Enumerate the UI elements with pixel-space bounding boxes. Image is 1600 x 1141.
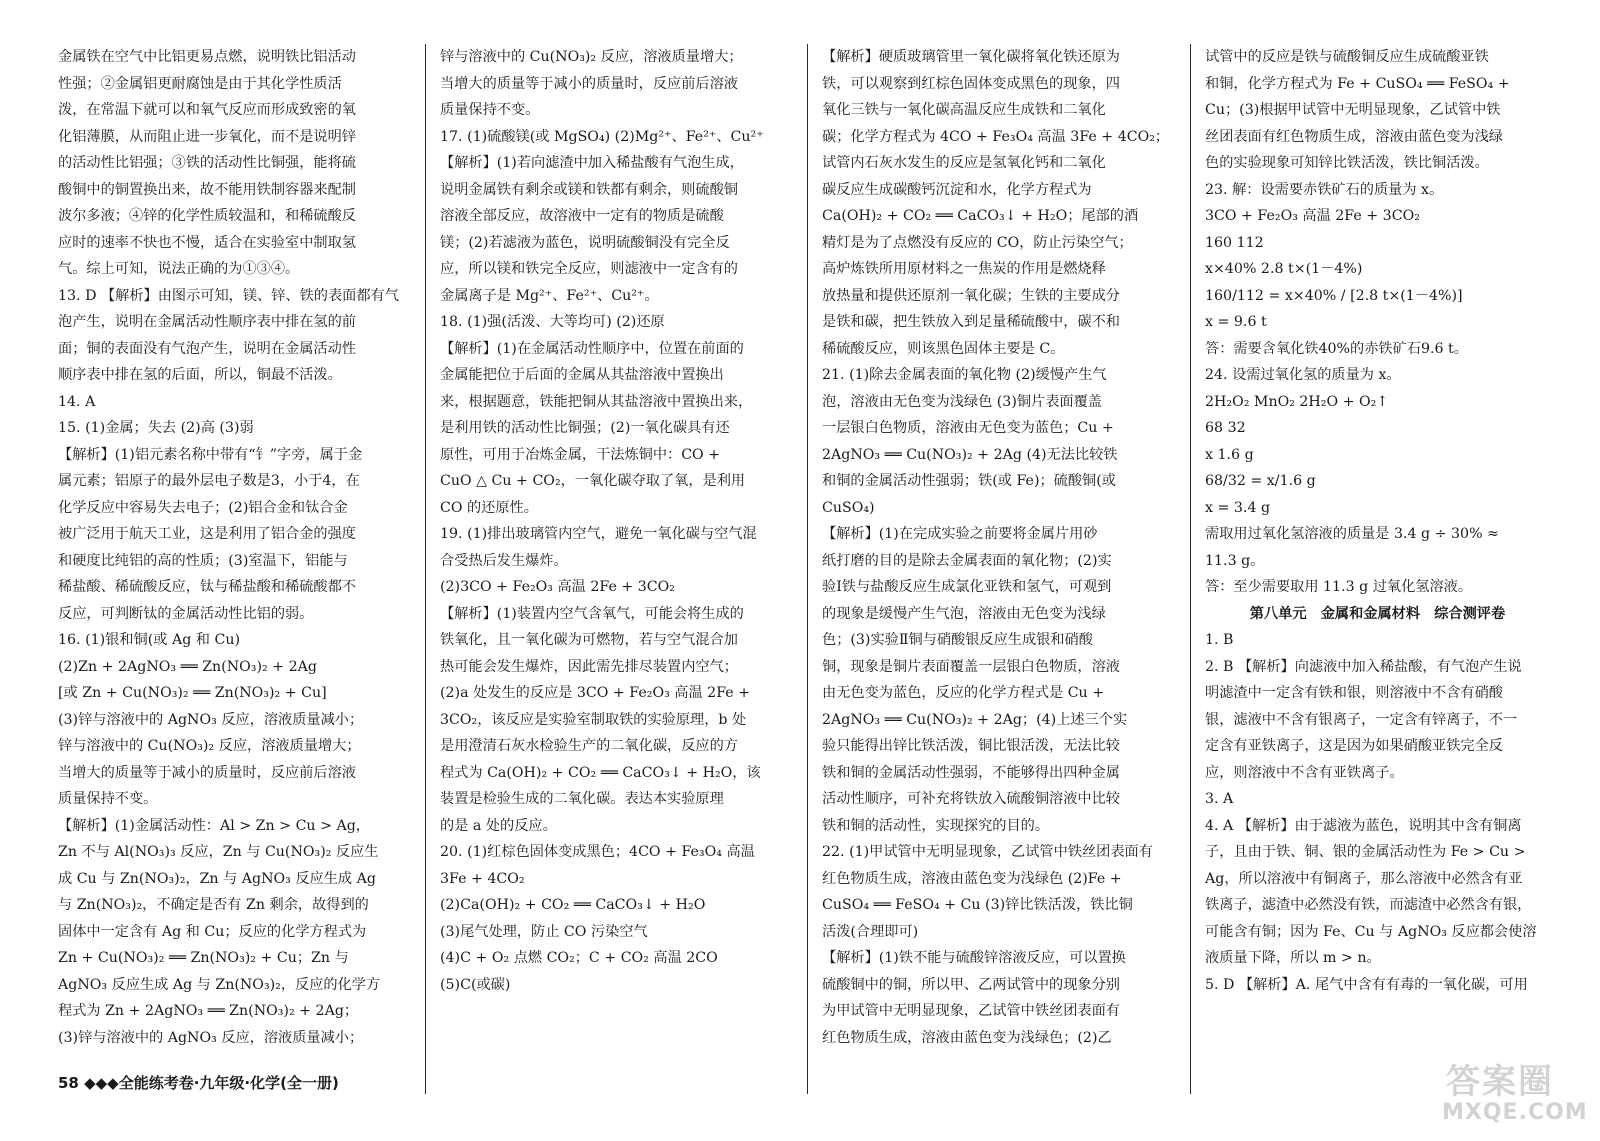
text-line: 溶液全部反应，故溶液中一定有的物质是硫酸 [440, 208, 724, 224]
text-line: 色；(3)实验Ⅱ铜与硝酸银反应生成银和硝酸 [822, 632, 1093, 648]
text-column-1 [58, 44, 410, 1084]
text-line: 68/32 = x/1.6 g [1205, 473, 1316, 489]
text-line: 面；铜的表面没有气泡产生，说明在金属活动性 [58, 340, 356, 357]
text-line: 质量保持不变。 [58, 791, 158, 807]
text-line: 铁和铜的金属活动性强弱，不能够得出四种金属 [822, 764, 1120, 781]
text-line: 镁；(2)若滤液为蓝色，说明硫酸铜没有完全反 [440, 234, 730, 251]
text-line: 稀硫酸反应，则该黑色固体主要是 C。 [822, 340, 1065, 357]
text-line: 质量保持不变。 [440, 102, 540, 118]
text-line: 和硬度比纯铝的高的性质；(3)室温下，铝能与 [58, 552, 348, 569]
text-line: 的是 a 处的反应。 [440, 817, 557, 834]
text-line: (3)锌与溶液中的 AgNO₃ 反应，溶液质量减小； [58, 711, 364, 728]
text-line: 答：需要含氧化铁40%的赤铁矿石9.6 t。 [1205, 340, 1468, 357]
text-line: 试管内石灰水发生的反应是氢氧化钙和二氧化 [822, 155, 1106, 171]
text-line: 程式为 Zn + 2AgNO₃ ══ Zn(NO₃)₂ + 2Ag； [58, 1003, 359, 1019]
text-line: 活泼(合理即可) [822, 923, 919, 940]
text-line: 17. (1)硫酸镁(或 MgSO₄) (2)Mg²⁺、Fe²⁺、Cu²⁺ [440, 128, 764, 145]
text-line: 成 Cu 与 Zn(NO₃)₂，Zn 与 AgNO₃ 反应生成 Ag [58, 870, 376, 887]
text-line: 160/112 = x×40% / [2.8 t×(1－4%)] [1205, 287, 1463, 304]
text-line: 4. A 【解析】由于滤液为蓝色，说明其中含有铜离 [1205, 817, 1522, 834]
text-line: 13. D 【解析】由图示可知，镁、锌、铁的表面都有气 [58, 287, 399, 304]
text-line: 红色物质生成，溶液由蓝色变为浅绿色；(2)乙 [822, 1029, 1112, 1046]
text-line: 稀盐酸、稀硫酸反应，钛与稀盐酸和稀硫酸都不 [58, 579, 356, 595]
text-line: 【解析】(1)铝元素名称中带有“钅”字旁，属于金 [58, 446, 363, 463]
text-line: 说明金属铁有剩余或镁和铁都有剩余，则硫酸铜 [440, 181, 738, 198]
text-line: 验Ⅰ铁与盐酸反应生成氯化亚铁和氢气，可观到 [822, 579, 1112, 595]
text-line: 性强；②金属铝更耐腐蚀是由于其化学性质活 [58, 75, 342, 92]
text-line: 一层银白色物质，溶液由无色变为蓝色；Cu + [822, 420, 1114, 436]
column-divider [807, 44, 808, 1094]
text-line: 子，且由于铁、铜、银的金属活动性为 Fe > Cu > [1205, 844, 1526, 860]
text-line: 可能含有铜；因为 Fe、Cu 与 AgNO₃ 反应都会使溶 [1205, 923, 1537, 940]
text-line: 验只能得出锌比铁活泼，铜比银活泼，无法比较 [822, 738, 1120, 754]
text-line: 应，所以镁和铁完全反应，则滤液中一定含有的 [440, 261, 738, 277]
watermark-logo: 答案圈 [1446, 1062, 1554, 1102]
text-column-4 [1205, 44, 1550, 1084]
text-line: 【解析】(1)若向滤渣中加入稀盐酸有气泡生成， [440, 155, 744, 171]
text-line: 2AgNO₃ ══ Cu(NO₃)₂ + 2Ag；(4)上述三个实 [822, 711, 1128, 728]
text-line: (4)C + O₂ 点燃 CO₂；C + CO₂ 高温 2CO [440, 950, 718, 966]
text-line: 23. 解：设需要赤铁矿石的质量为 x。 [1205, 181, 1444, 198]
text-line: 答：至少需要取用 11.3 g 过氧化氢溶液。 [1205, 579, 1473, 595]
text-line: 泡，溶液由无色变为浅绿色 (3)铜片表面覆盖 [822, 393, 1102, 410]
text-line: 3. A [1205, 791, 1234, 807]
text-line: 金属离子是 Mg²⁺、Fe²⁺、Cu²⁺。 [440, 287, 659, 304]
text-line: 合受热后发生爆炸。 [440, 552, 568, 569]
text-line: 气。综上可知，说法正确的为①③④。 [58, 261, 300, 277]
text-line: 氧化三铁与一氧化碳高温反应生成铁和二氧化 [822, 102, 1106, 118]
text-line: 第八单元 金属和金属材料 综合测评卷 [1249, 605, 1506, 622]
text-line: 的现象是缓慢产生气泡，溶液由无色变为浅绿 [822, 605, 1106, 622]
text-line: 应，则溶液中不含有亚铁离子。 [1205, 764, 1404, 781]
text-line: 的活动性比铝强；③铁的活动性比铜强，能将硫 [58, 155, 356, 171]
text-line: 液质量下降，所以 m > n。 [1205, 950, 1381, 966]
text-line: 酸铜中的铜置换出来，故不能用铁制容器来配制 [58, 181, 356, 198]
text-line: AgNO₃ 反应生成 Ag 与 Zn(NO₃)₂，反应的化学方 [58, 976, 381, 993]
text-line: 化铝薄膜，从而阻止进一步氧化，而不是说明锌 [58, 128, 356, 145]
text-line: 碳；化学方程式为 4CO + Fe₃O₄ 高温 3Fe + 4CO₂； [822, 128, 1170, 145]
text-line: 锌与溶液中的 Cu(NO₃)₂ 反应，溶液质量增大； [58, 738, 361, 754]
text-line: 活动性顺序，可补充将铁放入硫酸铜溶液中比较 [822, 791, 1120, 807]
text-line: 是铁和碳，把生铁放入到足量稀硫酸中，碳不和 [822, 314, 1120, 330]
text-line: (3)锌与溶液中的 AgNO₃ 反应，溶液质量减小； [58, 1029, 364, 1046]
text-line: x 1.6 g [1205, 446, 1254, 463]
text-line: 和铜，化学方程式为 Fe + CuSO₄ ══ FeSO₄ + [1205, 75, 1510, 92]
text-line: 放热量和提供还原剂一氧化碳；生铁的主要成分 [822, 287, 1120, 304]
text-line: 试管中的反应是铁与硫酸铜反应生成硫酸亚铁 [1205, 49, 1489, 65]
text-line: 3CO₂，该反应是实验室制取铁的实验原理，b 处 [440, 711, 747, 728]
text-line: 当增大的质量等于减小的质量时，反应前后溶液 [58, 764, 356, 781]
watermark-url: MXQE.COM [1442, 1100, 1588, 1125]
text-line: 为甲试管中无明显现象，乙试管中铁丝团表面有 [822, 1003, 1120, 1019]
text-line: 15. (1)金属；失去 (2)高 (3)弱 [58, 420, 254, 436]
text-line: 铁，可以观察到红棕色固体变成黑色的现象，四 [822, 75, 1120, 92]
text-line: 1. B [1205, 632, 1234, 648]
text-line: 丝团表面有红色物质生成，溶液由蓝色变为浅绿 [1205, 128, 1503, 145]
text-line: CO 的还原性。 [440, 499, 538, 516]
text-line: 属元素；铝原子的最外层电子数是3，小于4，在 [58, 473, 360, 489]
text-line: 3CO + Fe₂O₃ 高温 2Fe + 3CO₂ [1205, 208, 1420, 224]
text-line: 20. (1)红棕色固体变成黑色；4CO + Fe₃O₄ 高温 [440, 844, 755, 860]
text-line: (5)C(或碳) [440, 976, 511, 993]
text-line: x = 9.6 t [1205, 314, 1267, 330]
text-line: Zn + Cu(NO₃)₂ ══ Zn(NO₃)₂ + Cu；Zn 与 [58, 950, 349, 966]
text-line: 是用澄清石灰水检验生产的二氧化碳，反应的方 [440, 738, 738, 754]
text-line: (2)Zn + 2AgNO₃ ══ Zn(NO₃)₂ + 2Ag [58, 658, 317, 675]
text-line: 反应，可判断钛的金属活动性比铝的弱。 [58, 605, 314, 622]
text-line: 11.3 g。 [1205, 552, 1265, 569]
text-line: 需取用过氧化氢溶液的质量是 3.4 g ÷ 30% ≈ [1205, 526, 1499, 542]
text-line: 高炉炼铁所用原材料之一焦炭的作用是燃烧释 [822, 261, 1106, 277]
text-line: 2AgNO₃ ══ Cu(NO₃)₂ + 2Ag (4)无法比较铁 [822, 446, 1118, 463]
text-line: 5. D 【解析】A. 尾气中含有有毒的一氧化碳，可用 [1205, 976, 1528, 993]
text-line: 金属能把位于后面的金属从其盐溶液中置换出 [440, 367, 724, 383]
text-line: Cu；(3)根据甲试管中无明显现象，乙试管中铁 [1205, 102, 1501, 118]
text-line: 【解析】(1)在完成实验之前要将金属片用砂 [822, 526, 1098, 542]
text-line: 【解析】(1)在金属活动性顺序中，位置在前面的 [440, 340, 744, 357]
column-divider [1190, 44, 1191, 1094]
text-line: 红色物质生成，溶液由蓝色变为浅绿色 (2)Fe + [822, 870, 1122, 887]
text-line: 化学反应中容易失去电子；(2)铝合金和钛合金 [58, 499, 348, 516]
text-line: 【解析】硬质玻璃管里一氧化碳将氧化铁还原为 [822, 49, 1120, 65]
text-line: 泡产生，说明在金属活动性顺序表中排在氢的前 [58, 314, 356, 330]
text-line: 当增大的质量等于减小的质量时，反应前后溶液 [440, 75, 738, 92]
text-line: 精灯是为了点燃没有反应的 CO，防止污染空气； [822, 234, 1133, 251]
text-line: 银，滤液中不含有银离子，一定含有锌离子，不一 [1205, 711, 1518, 728]
text-line: 波尔多液；④锌的化学性质较温和，和稀硫酸反 [58, 208, 356, 224]
text-line: [或 Zn + Cu(NO₃)₂ ══ Zn(NO₃)₂ + Cu] [58, 685, 327, 701]
text-line: 硫酸铜中的铜，所以甲、乙两试管中的现象分别 [822, 976, 1120, 993]
text-line: 顺序表中排在氢的后面，所以，铜最不活泼。 [58, 367, 342, 383]
text-line: 锌与溶液中的 Cu(NO₃)₂ 反应，溶液质量增大； [440, 49, 743, 65]
text-line: (2)3CO + Fe₂O₃ 高温 2Fe + 3CO₂ [440, 579, 675, 595]
text-line: x×40% 2.8 t×(1－4%) [1205, 261, 1363, 277]
text-line: 3Fe + 4CO₂ [440, 870, 525, 887]
text-line: 泼，在常温下就可以和氧气反应而形成致密的氧 [58, 102, 356, 118]
text-line: 定含有亚铁离子，这是因为如果硝酸亚铁完全反 [1205, 738, 1503, 754]
text-line: 应时的速率不快也不慢，适合在实验室中制取氢 [58, 234, 356, 251]
text-line: 14. A [58, 393, 96, 410]
text-line: CuO △ Cu + CO₂，一氧化碳夺取了氧，是利用 [440, 473, 746, 489]
text-line: 色的实验现象可知锌比铁活泼，铁比铜活泼。 [1205, 155, 1489, 171]
text-line: 明滤渣中一定含有铁和银，则溶液中不含有硝酸 [1205, 685, 1503, 701]
page-footer: 58 ◆◆◆全能练考卷·九年级·化学(全一册) [58, 1074, 339, 1092]
text-line: 碳反应生成碳酸钙沉淀和水，化学方程式为 [822, 181, 1092, 198]
text-line: x = 3.4 g [1205, 499, 1271, 516]
text-line: 68 32 [1205, 420, 1246, 436]
text-line: 160 112 [1205, 234, 1264, 251]
text-line: 铁离子，滤渣中必然没有铁，而滤渣中必然含有银， [1205, 897, 1532, 913]
text-line: Ag，所以溶液中有铜离子，那么溶液中必然含有亚 [1205, 870, 1523, 887]
text-line: 2H₂O₂ MnO₂ 2H₂O + O₂↑ [1205, 393, 1389, 410]
text-line: 是利用铁的活动性比铜强；(2)一氧化碳具有还 [440, 420, 730, 436]
text-line: 被广泛用于航天工业，这是利用了铝合金的强度 [58, 526, 356, 542]
text-line: 与 Zn(NO₃)₂，不确定是否有 Zn 剩余，故得到的 [58, 897, 369, 913]
text-line: 原性，可用于冶炼金属，干法炼铜中：CO + [440, 446, 721, 463]
text-line: 2. B 【解析】向滤液中加入稀盐酸，有气泡产生说 [1205, 658, 1522, 675]
text-line: 固体中一定含有 Ag 和 Cu；反应的化学方程式为 [58, 923, 367, 940]
text-line: 来，根据题意，铁能把铜从其盐溶液中置换出来， [440, 393, 753, 410]
text-line: (2)a 处发生的反应是 3CO + Fe₂O₃ 高温 2Fe + [440, 685, 751, 701]
text-line: 程式为 Ca(OH)₂ + CO₂ ══ CaCO₃↓ + H₂O，该 [440, 764, 761, 781]
site-watermark [1428, 1050, 1588, 1130]
text-line: 铁氧化，且一氧化碳为可燃物，若与空气混合加 [440, 632, 738, 648]
text-line: 金属铁在空气中比铝更易点燃，说明铁比铝活动 [58, 49, 356, 65]
text-line: CuSO₄) [822, 499, 875, 516]
text-line: Zn 不与 Al(NO₃)₃ 反应，Zn 与 Cu(NO₃)₂ 反应生 [58, 844, 379, 860]
text-line: 热可能会发生爆炸，因此需先排尽装置内空气； [440, 658, 738, 675]
text-line: 22. (1)甲试管中无明显现象，乙试管中铁丝团表面有 [822, 844, 1153, 860]
text-column-2 [440, 44, 792, 1084]
text-column-3 [822, 44, 1174, 1084]
text-line: (2)Ca(OH)₂ + CO₂ ══ CaCO₃↓ + H₂O [440, 897, 706, 913]
text-line: 铁和铜的活动性，实现探究的目的。 [822, 817, 1050, 834]
text-line: 铜，现象是铜片表面覆盖一层银白色物质，溶液 [822, 658, 1120, 675]
text-line: CuSO₄ ══ FeSO₄ + Cu (3)锌比铁活泼，铁比铜 [822, 897, 1133, 913]
text-line: 和铜的金属活动性强弱；铁(或 Fe)；硫酸铜(或 [822, 473, 1116, 489]
text-line: Ca(OH)₂ + CO₂ ══ CaCO₃↓ + H₂O；尾部的酒 [822, 208, 1139, 224]
text-line: 18. (1)强(活泼、大等均可) (2)还原 [440, 314, 665, 330]
column-divider [425, 44, 426, 1094]
text-line: 21. (1)除去金属表面的氧化物 (2)缓慢产生气 [822, 367, 1107, 383]
text-line: 【解析】(1)装置内空气含氧气，可能会将生成的 [440, 605, 744, 622]
text-line: 由无色变为蓝色，反应的化学方程式是 Cu + [822, 685, 1105, 701]
text-line: 装置是检验生成的二氧化碳。表达本实验原理 [440, 791, 724, 807]
text-line: 纸打磨的目的是除去金属表面的氧化物；(2)实 [822, 552, 1112, 569]
text-line: 19. (1)排出玻璃管内空气，避免一氧化碳与空气混 [440, 526, 757, 542]
text-line: 【解析】(1)金属活动性：Al > Zn > Cu > Ag， [58, 817, 370, 834]
text-line: 24. 设需过氧化氢的质量为 x。 [1205, 367, 1401, 383]
text-line: 16. (1)银和铜(或 Ag 和 Cu) [58, 632, 241, 648]
text-line: (3)尾气处理，防止 CO 污染空气 [440, 923, 648, 940]
text-line: 【解析】(1)铁不能与硫酸锌溶液反应，可以置换 [822, 950, 1126, 966]
